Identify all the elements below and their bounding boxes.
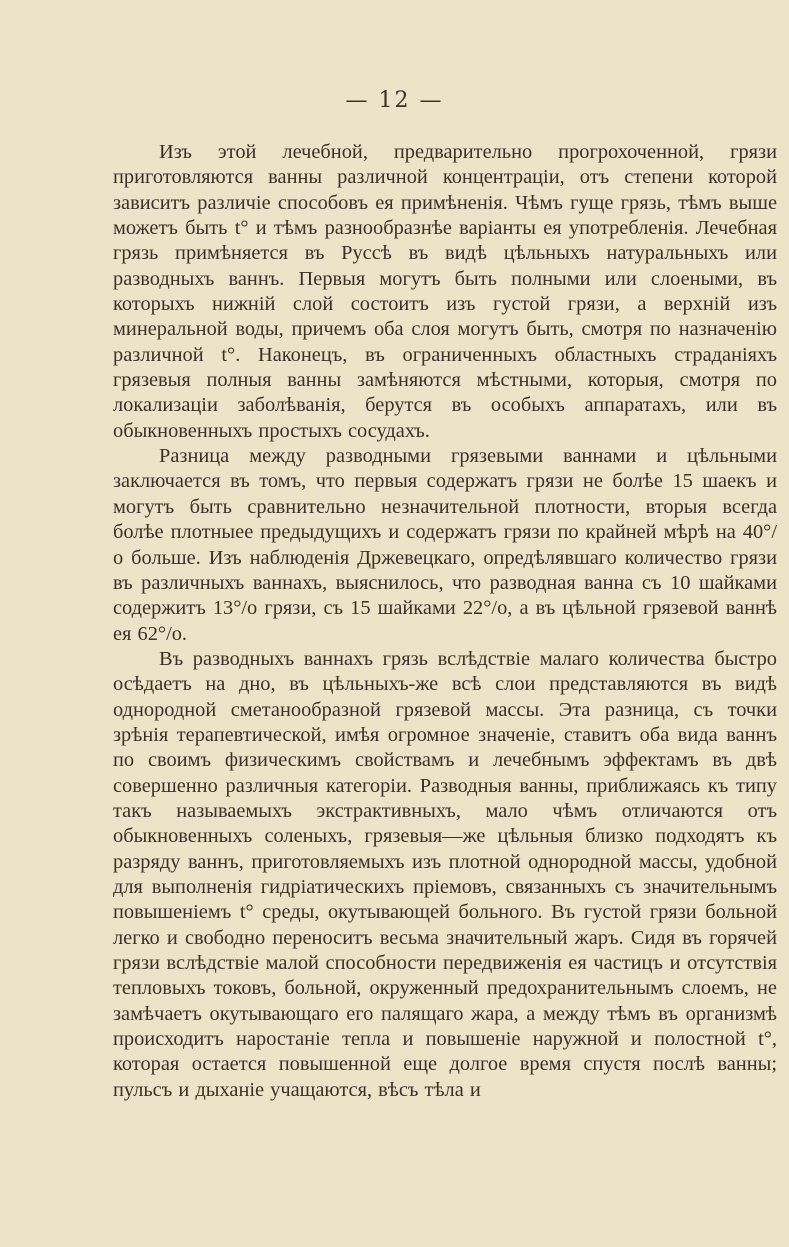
body-text: [113, 140, 777, 1103]
page-number: — 12 —: [345, 88, 444, 113]
paragraph-3: Въ разводныхъ ваннахъ грязь вслѣдствіе малаго количества быстро осѣдаетъ на дно, въ цѣльныхъ-же всѣ слои представляются въ видѣ однородной сметанообразной грязевой массы. Эта разница, съ точки зрѣнія терапевтической, имѣя огромное значеніе, ставитъ оба вида ваннъ по своимъ физическимъ свойствамъ и лечебнымъ эффектамъ въ двѣ совершенно различныя категоріи. Разводныя ванны, приближаясь къ типу такъ называемыхъ экстрактивныхъ, мало чѣмъ отличаются отъ обыкновенныхъ соленыхъ, грязевыя—же цѣльныя близко подходятъ къ разряду ваннъ, приготовляемыхъ изъ плотной однородной массы, удобной для выполненія гидріатическихъ пріемовъ, связанныхъ съ значительнымъ повышеніемъ t° среды, окутывающей больного. Въ густой грязи больной легко и свободно переноситъ весьма значительный жаръ. Сидя въ горячей грязи вслѣдствіе малой способности передвиженія ея частицъ и отсутствія тепловыхъ токовъ, больной, окруженный предохранительнымъ слоемъ, не замѣчаетъ окутывающаго его палящаго жара, а между тѣмъ въ организмѣ происходитъ наростаніе тепла и повышеніе наружной и полостной t°, которая остается повышенной еще долгое время спустя послѣ ванны; пульсъ и дыханіе учащаются, вѣсъ тѣла и: [113, 647, 777, 1101]
paragraph-2: Разница между разводными грязевыми ваннами и цѣльными заключается въ томъ, что первыя содержатъ грязи не болѣе 15 шаекъ и могутъ быть сравнительно незначительной плотности, вторыя всегда болѣе плотныее предыдущихъ и содержатъ грязи по крайней мѣрѣ на 40°/о больше. Изъ наблюденія Држевецкаго, опредѣлявшаго количество грязи въ различныхъ ваннахъ, выяснилось, что разводная ванна съ 10 шайками содержитъ 13°/о грязи, съ 15 шайками 22°/о, а въ цѣльной грязевой ваннѣ ея 62°/о.: [113, 445, 777, 645]
paragraph-1: Изъ этой лечебной, предварительно прогрохоченной, грязи приготовляются ванны различной концентраціи, отъ степени которой зависитъ различіе способовъ ея примѣненія. Чѣмъ гуще грязь, тѣмъ выше можетъ быть t° и тѣмъ разнообразнѣе варіанты ея употребленія. Лечебная грязь примѣняется въ Руссѣ въ видѣ цѣльныхъ натуральныхъ или разводныхъ ваннъ. Первыя могутъ быть полными или слоеными, въ которыхъ нижній слой состоитъ изъ густой грязи, а верхній изъ минеральной воды, причемъ оба слоя могутъ быть, смотря по назначенію различной t°. Наконецъ, въ ограниченныхъ областныхъ страданіяхъ грязевыя полныя ванны замѣняются мѣстными, которыя, смотря по локализаціи заболѣванія, берутся въ особыхъ аппаратахъ, или въ обыкновенныхъ простыхъ сосудахъ.: [113, 141, 777, 442]
